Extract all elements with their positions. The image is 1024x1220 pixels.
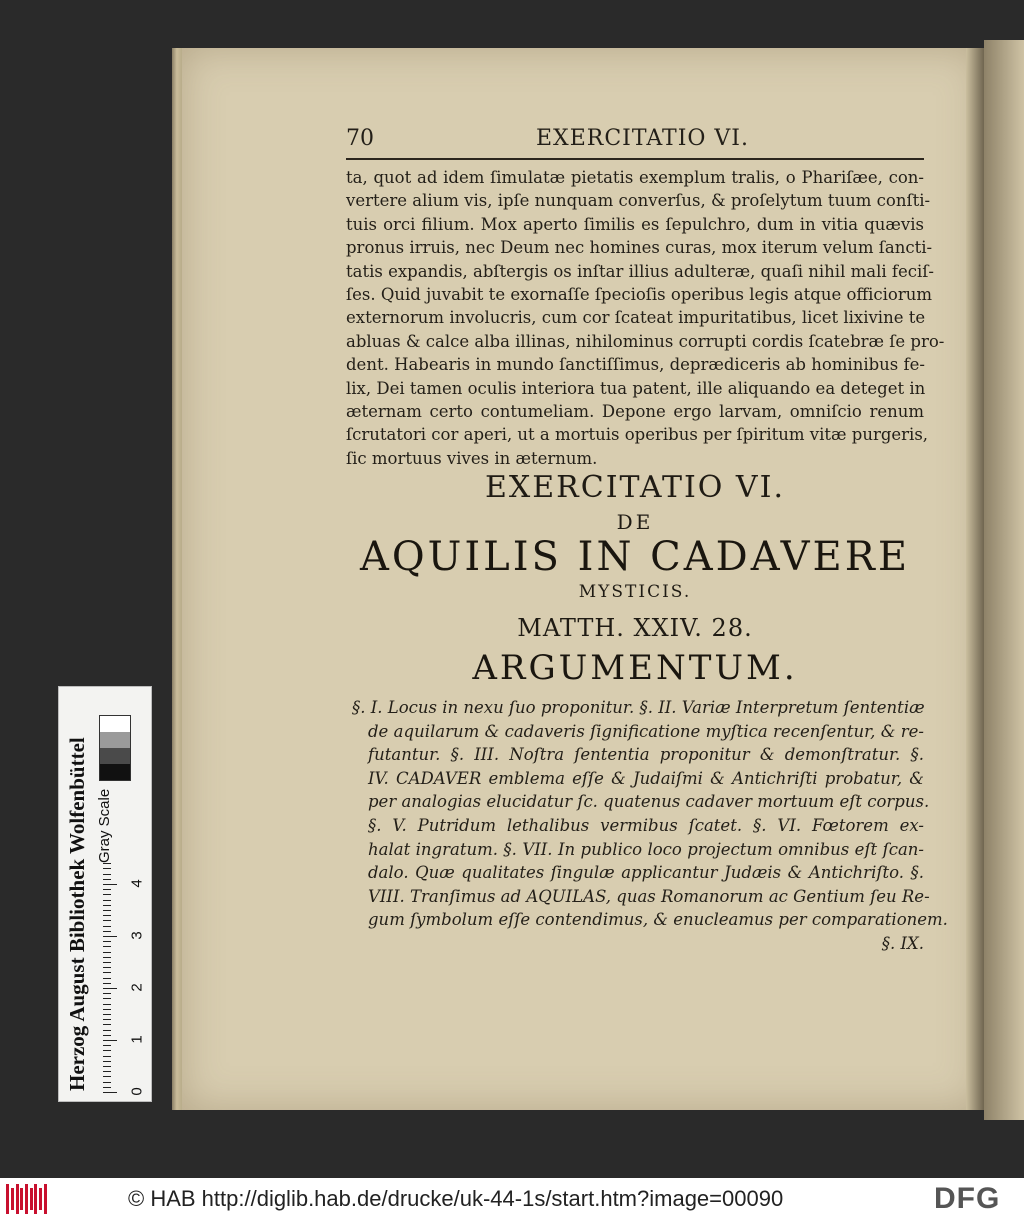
ruler-tick — [103, 1066, 111, 1067]
head-rule — [346, 158, 924, 160]
ruler-tick — [103, 1061, 111, 1062]
page-gutter — [966, 48, 984, 1110]
ruler-tick — [103, 900, 111, 901]
ruler-number: 3 — [128, 931, 146, 940]
argument-line: §. V. Putridum lethalibus vermibus ſcatet. §. VI. Fœtorem ex- — [368, 815, 924, 835]
ruler-tick — [103, 941, 111, 942]
body-line: ſic mortuus vives in æternum. — [346, 448, 598, 468]
logo-bar — [30, 1188, 33, 1210]
ruler-tick — [103, 993, 111, 994]
ruler-tick — [103, 1040, 117, 1041]
argument-line: dalo. Quæ qualitates ſingulæ applicantur Judæis & Antichriſto. §. — [368, 863, 924, 883]
ruler-number: 0 — [128, 1087, 146, 1096]
ruler-library-label: Herzog August Bibliothek Wolfenbüttel — [65, 737, 89, 1091]
ruler-tick — [103, 967, 111, 968]
ruler-tick — [103, 1050, 111, 1051]
argument-text — [352, 696, 948, 956]
ruler-tick — [103, 972, 111, 973]
body-text — [346, 166, 945, 470]
ruler-numbers — [123, 877, 149, 1101]
ruler-tick — [103, 998, 111, 999]
logo-bar — [20, 1188, 23, 1210]
running-head — [346, 124, 926, 160]
argument-line: VIII. Tranſimus ad AQUILAS, quas Romanorum ac Gentium ſeu Re- — [368, 886, 930, 906]
logo-bar — [11, 1188, 14, 1210]
body-line: ta, quot ad idem ſimulatæ pietatis exemplum tralis, o Phariſæe, con- — [346, 168, 924, 187]
body-line: ſes. Quid juvabit te exornaſſe ſpecioſis operibus legis atque officiorum — [346, 285, 933, 305]
exercitatio-heading: EXERCITATIO VI. — [485, 470, 785, 505]
ruler-tick — [103, 1019, 111, 1020]
body-line: ſcrutatori cor aperi, ut a mortuis operibus per ſpiritum vitæ purgeris, — [346, 425, 929, 445]
body-line: abluas & calce alba illinas, nihilominus corrupti cordis ſcatebræ ſe pro- — [346, 331, 945, 351]
ruler-tick — [103, 1082, 111, 1083]
copyright-url[interactable]: © HAB http://diglib.hab.de/drucke/uk-44-1s/start.htm?image=00090 — [128, 1186, 784, 1211]
ruler-tick — [103, 1035, 111, 1036]
subtitle: MYSTICIS. — [578, 582, 692, 602]
argument-line: halat ingratum. §. VII. In publico loco projectum omnibus eſt ſcan- — [368, 839, 924, 859]
ruler-tick — [103, 915, 111, 916]
ruler-tick — [103, 1092, 117, 1093]
ruler-tick — [103, 884, 117, 885]
running-title: EXERCITATIO VI. — [536, 126, 749, 151]
ruler-number: 2 — [128, 983, 146, 992]
ruler-tick — [103, 978, 111, 979]
ruler-tick — [103, 957, 111, 958]
ruler-tick — [103, 889, 111, 890]
ruler-tick — [103, 1056, 111, 1057]
dfg-logo: DFG — [934, 1182, 1001, 1215]
catchword: §. IX. — [881, 933, 924, 953]
logo-bar — [25, 1184, 28, 1214]
ruler-tick — [103, 1009, 111, 1010]
ruler-number: 4 — [128, 879, 146, 888]
ruler-tick — [103, 1087, 111, 1088]
main-title: AQUILIS IN CADAVERE — [359, 534, 911, 580]
ruler-tick — [103, 863, 111, 864]
ruler-tick — [103, 936, 117, 937]
ruler-number: 1 — [128, 1035, 146, 1044]
logo-bar — [44, 1184, 47, 1214]
body-line: tuis orci filium. Mox aperto ſimilis es ſepulchro, dum in vitia quævis — [346, 214, 924, 234]
ruler-tick — [103, 988, 117, 989]
argument-line: §. I. Locus in nexu ſuo proponitur. §. II. Variæ Interpretum ſententiæ — [352, 698, 925, 717]
ruler-tick — [103, 894, 111, 895]
body-line: lix, Dei tamen oculis interiora tua patent, ille aliquando ea deteget in — [346, 378, 926, 398]
logo-bar — [34, 1184, 37, 1214]
argument-line: IV. CADAVER emblema eſſe & Judaiſmi & Antichriſti probatur, & — [368, 768, 924, 788]
ruler-tick — [103, 946, 111, 947]
body-line: tatis expandis, abſtergis os inſtar illius adulteræ, quaſi nihil mali feciſ- — [346, 261, 934, 281]
footer-bar — [0, 1178, 1024, 1220]
logo-bar — [39, 1188, 42, 1210]
argument-line: futantur. §. III. Noſtra ſententia proponitur & demonſtratur. §. — [368, 745, 924, 765]
gray-scale-label: Gray Scale — [96, 788, 113, 863]
body-line: vertere alium vis, ipſe nunquam converſus, & proſelytum tuum conſti- — [346, 191, 931, 211]
ruler-tick — [103, 1045, 111, 1046]
argument-line: de aquilarum & cadaveris ſignificatione myſtica recenſentur, & re- — [368, 721, 924, 741]
ruler-ticks — [103, 867, 119, 1097]
ruler-tick — [103, 926, 111, 927]
facing-page-edge — [984, 40, 1024, 1120]
color-scale-ruler — [58, 686, 152, 1102]
ruler-tick — [103, 962, 111, 963]
ruler-tick — [103, 868, 111, 869]
ruler-tick — [103, 874, 111, 875]
argument-line: gum ſymbolum eſſe contendimus, & enucleamus per comparationem. — [368, 910, 948, 930]
ruler-tick — [103, 1004, 111, 1005]
page-number: 70 — [346, 126, 374, 151]
scripture-reference: MATTH. XXIV. 28. — [517, 614, 753, 642]
ruler-tick — [103, 1024, 111, 1025]
de-heading: DE — [616, 510, 654, 534]
ruler-tick — [103, 879, 111, 880]
argument-line: per analogias elucidatur ſc. quatenus cadaver mortuum eſt corpus. — [368, 792, 930, 812]
ruler-tick — [103, 1076, 111, 1077]
ruler-tick — [103, 920, 111, 921]
ruler-tick — [103, 905, 111, 906]
logo-bar — [6, 1184, 9, 1214]
logo-bar — [16, 1184, 19, 1214]
argumentum-heading: ARGUMENTUM. — [472, 648, 798, 688]
ruler-tick — [103, 952, 111, 953]
body-line: æternam certo contumeliam. Depone ergo larvam, omniſcio renum — [346, 402, 924, 422]
body-line: externorum involucris, cum cor ſcateat impuritatibus, licet lixivine te — [346, 308, 926, 328]
ruler-tick — [103, 1071, 111, 1072]
ruler-tick — [103, 910, 111, 911]
ruler-tick — [103, 1030, 111, 1031]
ruler-tick — [103, 1014, 111, 1015]
ruler-tick — [103, 983, 111, 984]
ruler-tick — [103, 931, 111, 932]
hab-logo-icon — [6, 1184, 48, 1214]
body-line: pronus irruis, nec Deum nec homines curas, mox iterum velum ſancti- — [346, 238, 933, 258]
body-line: dent. Habearis in mundo ſanctiſſimus, deprædiceris ab hominibus fe- — [346, 355, 925, 375]
